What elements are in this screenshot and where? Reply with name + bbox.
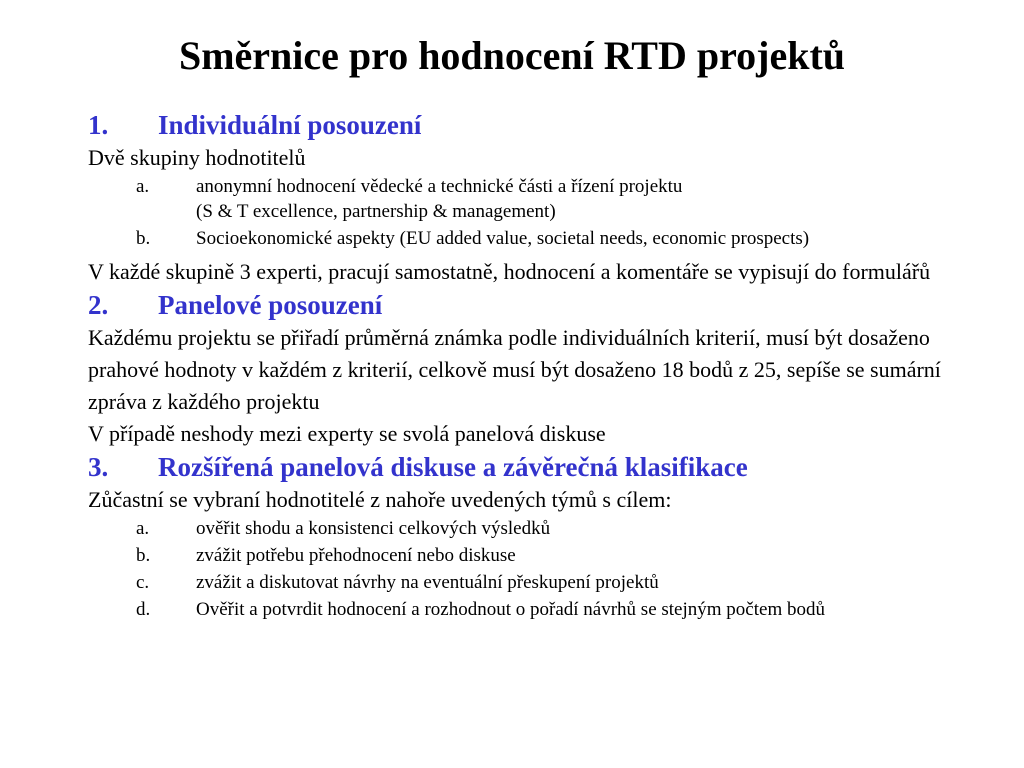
section-title: Rozšířená panelová diskuse a závěrečná klasifikace — [158, 452, 748, 482]
section-heading-3 — [88, 450, 988, 484]
sublist-3 — [88, 518, 988, 621]
list-item — [88, 572, 988, 594]
list-item-letter: d. — [136, 599, 151, 620]
list-item-letter: a. — [136, 518, 150, 539]
section-number: 2. — [88, 290, 109, 320]
section-paragraph: V každé skupině 3 experti, pracují samostatně, hodnocení a komentáře se vypisují do formulářů — [88, 259, 931, 284]
list-item-text: ověřit shodu a konsistenci celkových výsledků — [196, 518, 551, 539]
slide-content — [88, 108, 988, 626]
section-number: 1. — [88, 110, 109, 140]
list-item-text: zvážit a diskutovat návrhy na eventuální přeskupení projektů — [196, 572, 659, 593]
list-item-letter: c. — [136, 572, 150, 593]
section-heading-1 — [88, 108, 988, 142]
list-item-letter: b. — [136, 228, 151, 249]
slide-title: Směrnice pro hodnocení RTD projektů — [178, 33, 846, 78]
list-item-text: zvážit potřebu přehodnocení nebo diskuse — [196, 545, 516, 566]
section-intro: Dvě skupiny hodnotitelů — [88, 145, 306, 170]
list-item-letter: a. — [136, 176, 150, 197]
list-item-letter: b. — [136, 545, 151, 566]
sublist-1 — [88, 176, 988, 250]
section-paragraph: V případě neshody mezi experty se svolá panelová diskuse — [88, 421, 606, 446]
section-intro: Zůčastní se vybraní hodnotitelé z nahoře uvedených týmů s cílem: — [88, 487, 672, 512]
list-item-text: Socioekonomické aspekty (EU added value, societal needs, economic prospects) — [196, 228, 810, 249]
list-item-text: Ověřit a potvrdit hodnocení a rozhodnout o pořadí návrhů se stejným počtem bodů — [196, 599, 825, 620]
section-paragraph: Každému projektu se přiřadí průměrná známka podle individuálních kriterií, musí být dosaženo prahové hodnoty v každém z kriterií, celkově musí být dosaženo 18 bodů z 25, sepíše se sumární zpráva z každého projektu — [88, 325, 941, 414]
list-item-text: anonymní hodnocení vědecké a technické části a řízení projektu — [196, 176, 683, 197]
list-item-note: (S & T excellence, partnership & management) — [196, 201, 556, 222]
section-title: Individuální posouzení — [158, 110, 422, 140]
section-title: Panelové posouzení — [158, 290, 383, 320]
list-item — [88, 176, 988, 198]
list-item — [88, 228, 988, 250]
section-heading-2 — [88, 288, 988, 322]
list-item — [88, 545, 988, 567]
section-number: 3. — [88, 452, 109, 482]
list-item — [88, 599, 988, 621]
list-item — [88, 518, 988, 540]
